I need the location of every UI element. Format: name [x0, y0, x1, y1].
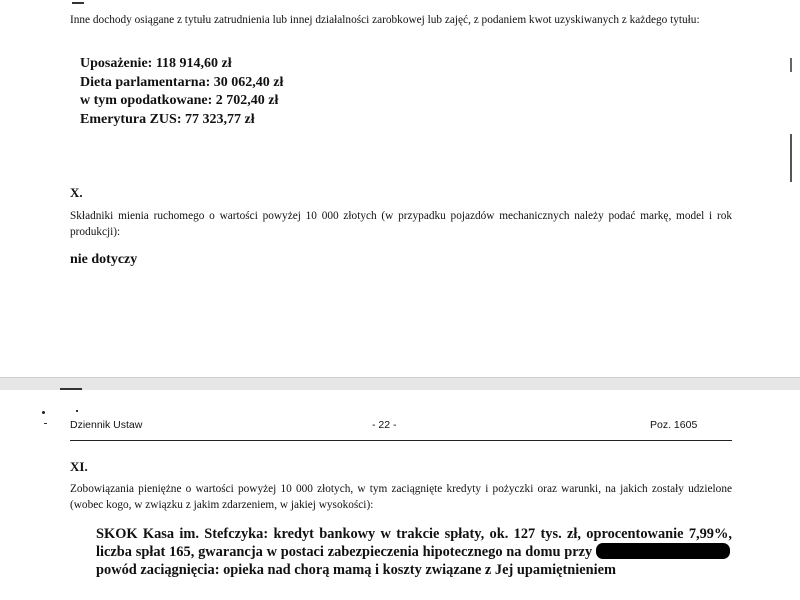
liability-text-part1: SKOK Kasa im. Stefczyka: kredyt bankowy w trakcie spłaty, ok. 127 tys. zł, oprocentowanie 7,99%, liczba spłat 165, gwarancja w postaci zabezpieczenia hipotecznego na domu przy [96, 526, 732, 560]
position-label: Poz. 1605 [650, 419, 698, 431]
income-item-pension: Emerytura ZUS: 77 323,77 zł [80, 111, 255, 127]
scan-artifact [72, 0, 84, 4]
section-xi-description: Zobowiązania pieniężne o wartości powyżej 10 000 złotych, w tym zaciągnięte kredyty i pożyczki oraz warunki, na jakich zostały udzielone (wobec kogo, w związku z jakim zdarzeniem, w jakiej wysokości): [70, 483, 732, 511]
scan-artifact [60, 388, 82, 390]
section-xi-heading: XI. [70, 459, 88, 474]
scan-artifact [790, 134, 792, 182]
scan-artifact [42, 411, 45, 414]
scan-artifact [76, 410, 78, 412]
section-x-description: Składniki mienia ruchomego o wartości powyżej 10 000 złotych (w przypadku pojazdów mechanicznych należy podać markę, model i rok produkcji): [70, 210, 732, 238]
income-list [80, 55, 283, 129]
section-x-heading: X. [70, 185, 83, 200]
liability-text-part2: powód zaciągnięcia: opieka nad chorą mamą i koszty związane z Jej upamiętnieniem [96, 562, 617, 578]
scan-artifact [790, 58, 792, 72]
redaction-mark [596, 543, 730, 559]
income-item-salary: Uposażenie: 118 914,60 zł [80, 56, 232, 71]
liability-entry [96, 525, 732, 579]
income-intro-text: Inne dochody osiągane z tytułu zatrudnienia lub innej działalności zarobkowej lub zajęć, z podaniem kwot uzyskiwanych z każdego tytułu: [70, 14, 700, 26]
scan-artifact [44, 423, 47, 424]
page-edge [0, 377, 800, 378]
income-item-parliamentary-allowance: Dieta parlamentarna: 30 062,40 zł [80, 74, 284, 90]
section-x-answer: nie dotyczy [70, 252, 138, 267]
page-number: - 22 - [372, 419, 397, 431]
income-item-taxed-portion: w tym opodatkowane: 2 702,40 zł [80, 93, 279, 108]
journal-name: Dziennik Ustaw [70, 419, 143, 431]
header-divider [70, 440, 732, 441]
page-gap [0, 378, 800, 390]
